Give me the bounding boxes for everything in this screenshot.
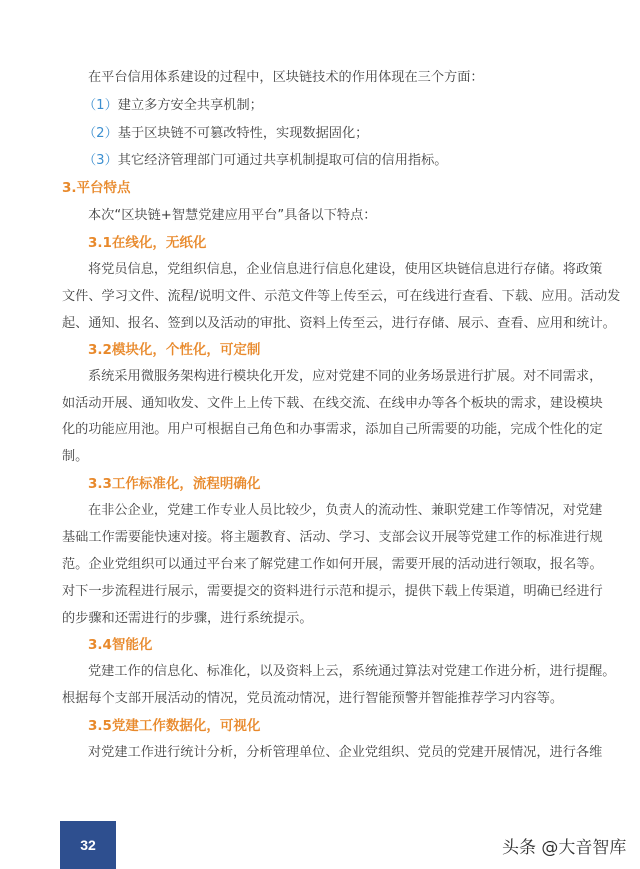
item-text: 建立多方安全共享机制；	[117, 98, 263, 113]
paragraph-line: 对下一步流程进行展示，需要提交的资料进行示范和提示，提供下载上传渠道，明确已经进行	[62, 584, 603, 599]
paragraph-line: 范。企业党组织可以通过平台来了解党建工作如何开展，需要开展的活动进行领取，报名等。	[62, 557, 603, 572]
paragraph-line: 对党建工作进行统计分析，分析管理单位、企业党组织、党员的党建开展情况，进行各维	[88, 745, 603, 760]
page-number-badge	[60, 821, 116, 869]
paragraph-line: 系统采用微服务架构进行模块化开发，应对党建不同的业务场景进行扩展。对不同需求，	[88, 369, 603, 384]
intro-item-1	[83, 96, 263, 116]
subsection-heading: 3.4智能化	[88, 637, 153, 653]
paragraph-line: 起、通知、报名、签到以及活动的审批、资料上传至云，进行存储、展示、查看、应用和统计。	[62, 316, 616, 331]
paragraph-line: 党建工作的信息化、标准化，以及资料上云，系统通过算法对党建工作进分析，进行提醒。	[88, 664, 616, 679]
paragraph-line: 化的功能应用池。用户可根据自己角色和办事需求，添加自己所需要的功能，完成个性化的定	[62, 422, 603, 437]
paragraph-line: 如活动开展、通知收发、文件上上传下载、在线交流、在线申办等各个板块的需求，建设模块	[62, 396, 603, 411]
paragraph-line: 根据每个支部开展活动的情况，党员流动情况，进行智能预警并智能推荐学习内容等。	[62, 691, 564, 706]
subsection-heading: 3.5党建工作数据化，可视化	[88, 718, 261, 734]
item-number: （1）	[83, 98, 118, 113]
item-number: （2）	[83, 126, 118, 141]
subsection-heading: 3.3工作标准化，流程明确化	[88, 476, 261, 492]
item-number: （3）	[83, 153, 118, 168]
source-watermark: 头条 @大音智库	[502, 838, 627, 858]
item-text: 基于区块链不可篡改特性，实现数据固化；	[117, 126, 369, 141]
item-text: 其它经济管理部门可通过共享机制提取可信的信用指标。	[117, 153, 448, 168]
paragraph-line: 将党员信息，党组织信息，企业信息进行信息化建设，使用区块链信息进行存储。将政策	[88, 262, 603, 277]
paragraph-line: 的步骤和还需进行的步骤，进行系统提示。	[62, 611, 313, 626]
section-heading: 3.平台特点	[62, 180, 131, 196]
paragraph-line: 制。	[62, 449, 89, 464]
intro-item-2	[83, 124, 368, 144]
paragraph-line: 文件、学习文件、流程/说明文件、示范文件等上传至云，可在线进行查看、下载、应用。活动发	[62, 289, 621, 304]
paragraph-line: 基础工作需要能快速对接。将主题教育、活动、学习、支部会议开展等党建工作的标准进行规	[62, 530, 603, 545]
subsection-heading: 3.2模块化，个性化，可定制	[88, 342, 261, 358]
intro-item-3	[83, 151, 447, 171]
subsection-heading: 3.1在线化，无纸化	[88, 235, 207, 251]
section-intro: 本次“区块链+智慧党建应用平台”具备以下特点：	[88, 208, 377, 223]
paragraph-line: 在非公企业，党建工作专业人员比较少，负责人的流动性、兼职党建工作等情况，对党建	[88, 503, 603, 518]
page-number: 32	[80, 837, 96, 853]
intro-lead: 在平台信用体系建设的过程中，区块链技术的作用体现在三个方面：	[88, 70, 484, 85]
